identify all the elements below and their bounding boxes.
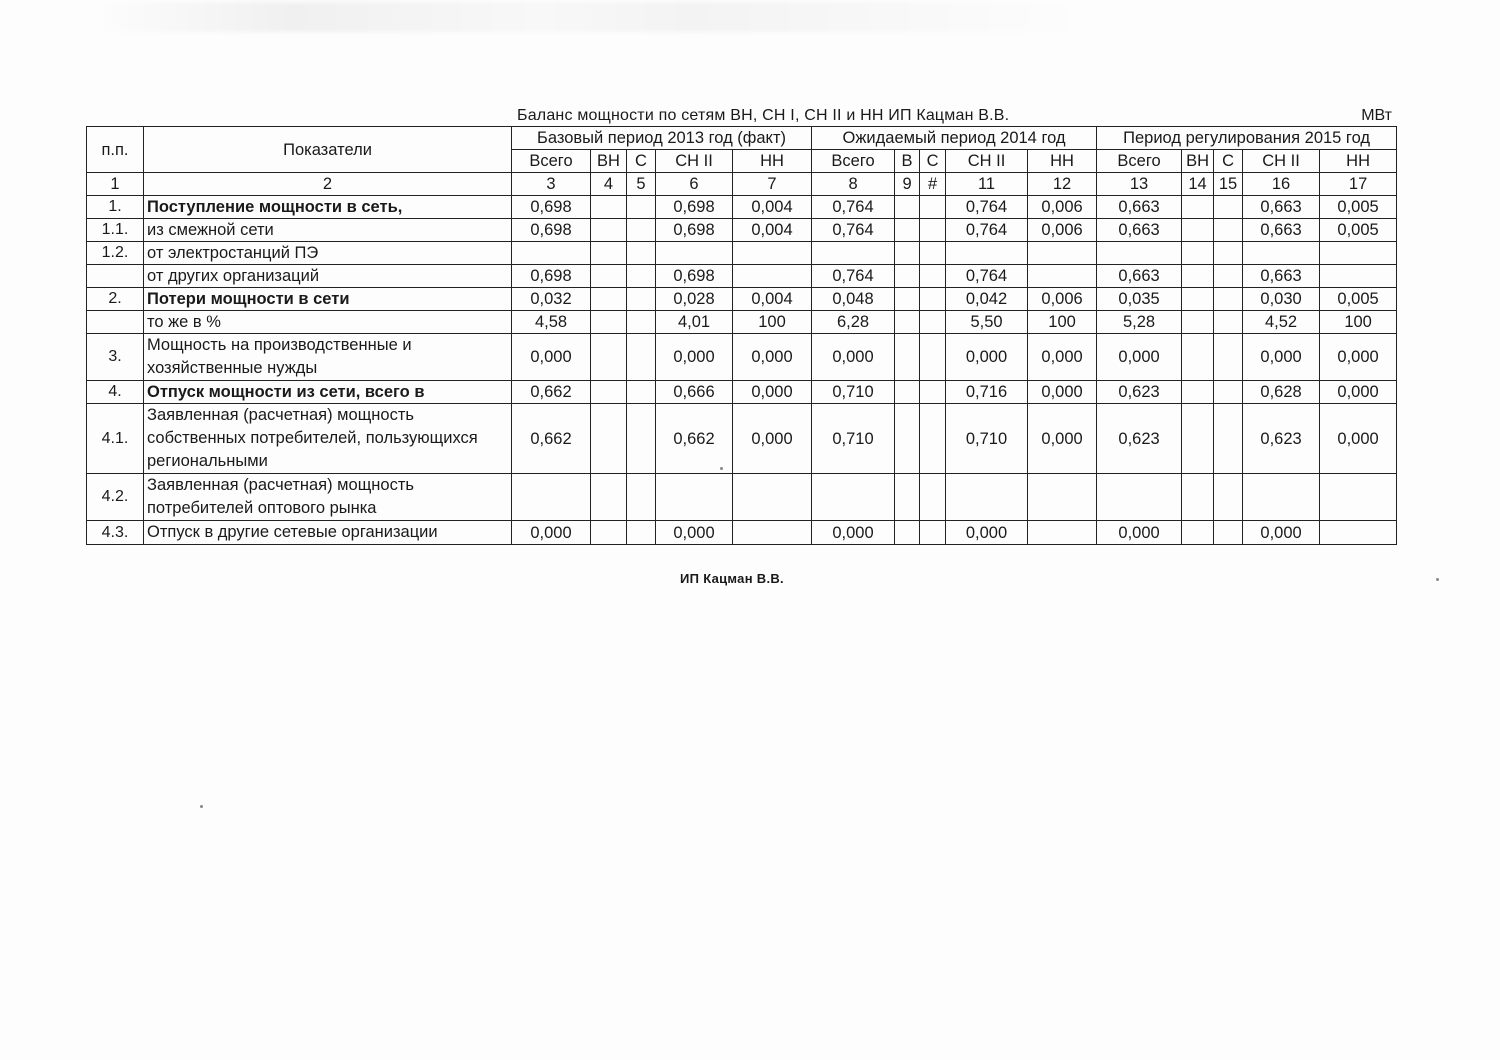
unit-label: МВт xyxy=(1361,107,1392,124)
table-row xyxy=(87,196,1397,219)
value-cell: 0,663 xyxy=(1243,219,1320,242)
header-base-col: СН II xyxy=(656,150,733,173)
value-cell xyxy=(627,474,656,521)
value-cell: 0,662 xyxy=(512,381,591,404)
header-regulation-col: ВН xyxy=(1182,150,1214,173)
value-cell: 100 xyxy=(1028,311,1097,334)
value-cell xyxy=(1214,381,1243,404)
document-title: Баланс мощности по сетям ВН, СН I, СН II и НН ИП Кацман В.В. xyxy=(517,107,1010,124)
column-number: 14 xyxy=(1182,173,1214,196)
value-cell: 0,623 xyxy=(1097,381,1182,404)
value-cell: 0,005 xyxy=(1320,196,1397,219)
value-cell xyxy=(1214,242,1243,265)
value-cell xyxy=(627,311,656,334)
row-label: то же в % xyxy=(144,311,512,334)
header-row-numbers xyxy=(87,173,1397,196)
table-row xyxy=(87,521,1397,545)
value-cell xyxy=(1028,242,1097,265)
value-cell: 0,710 xyxy=(812,404,895,474)
value-cell: 0,048 xyxy=(812,288,895,311)
value-cell xyxy=(1214,219,1243,242)
column-number: 4 xyxy=(591,173,627,196)
header-expected-col: В xyxy=(895,150,920,173)
header-base-col: С xyxy=(627,150,656,173)
row-number: 4.1. xyxy=(87,404,144,474)
value-cell xyxy=(920,288,946,311)
column-number: 9 xyxy=(895,173,920,196)
value-cell xyxy=(627,334,656,381)
value-cell xyxy=(895,474,920,521)
value-cell xyxy=(1028,521,1097,545)
header-regulation-col: Всего xyxy=(1097,150,1182,173)
value-cell xyxy=(1320,521,1397,545)
value-cell xyxy=(1214,474,1243,521)
value-cell xyxy=(895,311,920,334)
header-period-expected: Ожидаемый период 2014 год xyxy=(812,127,1097,150)
value-cell xyxy=(591,474,627,521)
row-number: 3. xyxy=(87,334,144,381)
value-cell: 0,663 xyxy=(1243,196,1320,219)
scan-speck xyxy=(200,805,203,808)
value-cell xyxy=(920,521,946,545)
header-base-col: Всего xyxy=(512,150,591,173)
value-cell xyxy=(1320,474,1397,521)
header-row-periods xyxy=(87,127,1397,150)
value-cell xyxy=(627,219,656,242)
value-cell xyxy=(1182,242,1214,265)
value-cell xyxy=(656,474,733,521)
value-cell xyxy=(895,334,920,381)
value-cell: 0,716 xyxy=(946,381,1028,404)
value-cell xyxy=(591,219,627,242)
value-cell: 0,698 xyxy=(512,196,591,219)
value-cell: 0,000 xyxy=(512,521,591,545)
value-cell: 0,006 xyxy=(1028,196,1097,219)
value-cell: 0,663 xyxy=(1097,219,1182,242)
value-cell xyxy=(1214,196,1243,219)
value-cell: 0,000 xyxy=(1243,521,1320,545)
value-cell: 0,032 xyxy=(512,288,591,311)
value-cell: 0,000 xyxy=(1320,334,1397,381)
value-cell: 6,28 xyxy=(812,311,895,334)
value-cell: 0,623 xyxy=(1097,404,1182,474)
value-cell: 0,764 xyxy=(946,196,1028,219)
value-cell: 0,004 xyxy=(733,219,812,242)
value-cell: 0,000 xyxy=(946,334,1028,381)
column-number: 7 xyxy=(733,173,812,196)
value-cell xyxy=(591,265,627,288)
value-cell: 0,000 xyxy=(512,334,591,381)
table-row xyxy=(87,404,1397,474)
header-regulation-col: НН xyxy=(1320,150,1397,173)
value-cell xyxy=(1214,265,1243,288)
value-cell xyxy=(1097,474,1182,521)
table-row xyxy=(87,219,1397,242)
value-cell: 0,663 xyxy=(1097,196,1182,219)
value-cell xyxy=(1243,474,1320,521)
value-cell: 5,50 xyxy=(946,311,1028,334)
row-label: Потери мощности в сети xyxy=(144,288,512,311)
header-period-base: Базовый период 2013 год (факт) xyxy=(512,127,812,150)
header-base-col: НН xyxy=(733,150,812,173)
value-cell xyxy=(920,242,946,265)
value-cell xyxy=(1214,334,1243,381)
value-cell xyxy=(627,404,656,474)
value-cell xyxy=(1214,311,1243,334)
column-number: 12 xyxy=(1028,173,1097,196)
column-number: # xyxy=(920,173,946,196)
value-cell xyxy=(812,474,895,521)
value-cell xyxy=(627,265,656,288)
value-cell xyxy=(895,242,920,265)
value-cell xyxy=(1182,196,1214,219)
value-cell xyxy=(920,334,946,381)
value-cell: 0,005 xyxy=(1320,219,1397,242)
row-number: 1.2. xyxy=(87,242,144,265)
value-cell xyxy=(1182,311,1214,334)
value-cell xyxy=(627,242,656,265)
value-cell xyxy=(591,196,627,219)
value-cell xyxy=(591,288,627,311)
value-cell: 5,28 xyxy=(1097,311,1182,334)
table-row xyxy=(87,311,1397,334)
value-cell: 4,01 xyxy=(656,311,733,334)
row-number: 1. xyxy=(87,196,144,219)
value-cell xyxy=(920,219,946,242)
row-label: из смежной сети xyxy=(144,219,512,242)
value-cell xyxy=(920,196,946,219)
value-cell xyxy=(627,381,656,404)
value-cell xyxy=(920,311,946,334)
column-number: 11 xyxy=(946,173,1028,196)
value-cell xyxy=(591,404,627,474)
value-cell: 0,663 xyxy=(1243,265,1320,288)
value-cell xyxy=(733,265,812,288)
row-number: 2. xyxy=(87,288,144,311)
value-cell xyxy=(946,242,1028,265)
value-cell xyxy=(1182,288,1214,311)
value-cell xyxy=(920,404,946,474)
value-cell xyxy=(895,265,920,288)
header-indicators: Показатели xyxy=(144,127,512,173)
column-number: 16 xyxy=(1243,173,1320,196)
value-cell: 0,764 xyxy=(812,219,895,242)
value-cell: 0,000 xyxy=(1097,521,1182,545)
value-cell: 0,623 xyxy=(1243,404,1320,474)
value-cell xyxy=(591,242,627,265)
value-cell xyxy=(920,265,946,288)
value-cell xyxy=(1320,265,1397,288)
value-cell: 0,000 xyxy=(733,404,812,474)
header-regulation-col: С xyxy=(1214,150,1243,173)
header-regulation-col: СН II xyxy=(1243,150,1320,173)
column-number: 8 xyxy=(812,173,895,196)
value-cell xyxy=(1214,404,1243,474)
value-cell: 0,710 xyxy=(946,404,1028,474)
scan-speck xyxy=(1436,578,1439,581)
value-cell xyxy=(1182,521,1214,545)
value-cell xyxy=(591,334,627,381)
value-cell: 0,764 xyxy=(946,265,1028,288)
value-cell: 0,698 xyxy=(656,265,733,288)
value-cell: 0,764 xyxy=(946,219,1028,242)
scan-artifact xyxy=(90,2,1090,32)
value-cell xyxy=(812,242,895,265)
row-number xyxy=(87,265,144,288)
value-cell xyxy=(895,288,920,311)
value-cell: 0,000 xyxy=(656,521,733,545)
value-cell: 0,764 xyxy=(812,196,895,219)
value-cell: 0,000 xyxy=(1320,381,1397,404)
column-number: 17 xyxy=(1320,173,1397,196)
header-base-col: ВН xyxy=(591,150,627,173)
column-number: 5 xyxy=(627,173,656,196)
value-cell: 0,628 xyxy=(1243,381,1320,404)
value-cell: 0,000 xyxy=(733,381,812,404)
value-cell: 0,000 xyxy=(1028,404,1097,474)
value-cell: 0,662 xyxy=(656,404,733,474)
value-cell: 0,004 xyxy=(733,288,812,311)
value-cell: 0,000 xyxy=(1028,334,1097,381)
value-cell xyxy=(627,521,656,545)
value-cell: 0,710 xyxy=(812,381,895,404)
row-number: 1.1. xyxy=(87,219,144,242)
value-cell: 0,764 xyxy=(812,265,895,288)
row-number: 4.2. xyxy=(87,474,144,521)
row-label: Заявленная (расчетная) мощность потребителей оптового рынка xyxy=(144,474,512,521)
value-cell xyxy=(733,242,812,265)
value-cell xyxy=(512,474,591,521)
value-cell: 100 xyxy=(1320,311,1397,334)
value-cell xyxy=(591,521,627,545)
header-pp: п.п. xyxy=(87,127,144,173)
value-cell: 0,028 xyxy=(656,288,733,311)
value-cell: 0,000 xyxy=(733,334,812,381)
value-cell xyxy=(895,521,920,545)
value-cell xyxy=(1028,265,1097,288)
header-period-regulation: Период регулирования 2015 год xyxy=(1097,127,1397,150)
value-cell xyxy=(733,474,812,521)
power-balance-table xyxy=(86,126,1397,545)
value-cell: 0,000 xyxy=(812,521,895,545)
table-row xyxy=(87,334,1397,381)
value-cell: 0,000 xyxy=(946,521,1028,545)
header-expected-col: НН xyxy=(1028,150,1097,173)
value-cell: 0,000 xyxy=(656,334,733,381)
value-cell xyxy=(946,474,1028,521)
header-expected-col: СН II xyxy=(946,150,1028,173)
value-cell: 0,698 xyxy=(512,265,591,288)
row-label: Заявленная (расчетная) мощность собственных потребителей, пользующихся региональными xyxy=(144,404,512,474)
value-cell xyxy=(591,381,627,404)
value-cell xyxy=(920,474,946,521)
scan-speck xyxy=(720,467,723,470)
row-label: от электростанций ПЭ xyxy=(144,242,512,265)
value-cell xyxy=(1214,521,1243,545)
value-cell xyxy=(512,242,591,265)
value-cell: 0,000 xyxy=(1320,404,1397,474)
value-cell: 0,698 xyxy=(656,196,733,219)
column-number: 3 xyxy=(512,173,591,196)
header-expected-col: Всего xyxy=(812,150,895,173)
value-cell xyxy=(1182,474,1214,521)
column-number: 6 xyxy=(656,173,733,196)
column-number: 13 xyxy=(1097,173,1182,196)
row-number: 4. xyxy=(87,381,144,404)
value-cell xyxy=(1097,242,1182,265)
value-cell: 0,000 xyxy=(812,334,895,381)
row-label: Мощность на производственные и хозяйственные нужды xyxy=(144,334,512,381)
value-cell xyxy=(627,288,656,311)
value-cell xyxy=(1182,265,1214,288)
table-row xyxy=(87,474,1397,521)
column-number: 15 xyxy=(1214,173,1243,196)
column-number: 2 xyxy=(144,173,512,196)
value-cell xyxy=(1182,334,1214,381)
value-cell: 0,663 xyxy=(1097,265,1182,288)
value-cell: 0,698 xyxy=(656,219,733,242)
value-cell xyxy=(895,404,920,474)
footer-signature: ИП Кацман В.В. xyxy=(680,571,784,586)
row-number: 4.3. xyxy=(87,521,144,545)
value-cell: 0,006 xyxy=(1028,288,1097,311)
header-expected-col: С xyxy=(920,150,946,173)
value-cell xyxy=(1214,288,1243,311)
value-cell: 0,000 xyxy=(1243,334,1320,381)
value-cell xyxy=(895,196,920,219)
value-cell: 4,52 xyxy=(1243,311,1320,334)
value-cell: 0,030 xyxy=(1243,288,1320,311)
table-row xyxy=(87,381,1397,404)
row-number xyxy=(87,311,144,334)
column-number: 1 xyxy=(87,173,144,196)
value-cell xyxy=(627,196,656,219)
value-cell xyxy=(591,311,627,334)
value-cell: 4,58 xyxy=(512,311,591,334)
value-cell xyxy=(895,381,920,404)
row-label: Отпуск в другие сетевые организации xyxy=(144,521,512,545)
value-cell: 0,005 xyxy=(1320,288,1397,311)
value-cell: 0,042 xyxy=(946,288,1028,311)
value-cell: 100 xyxy=(733,311,812,334)
value-cell: 0,000 xyxy=(1028,381,1097,404)
value-cell xyxy=(1182,381,1214,404)
value-cell xyxy=(1182,404,1214,474)
value-cell: 0,006 xyxy=(1028,219,1097,242)
value-cell xyxy=(1243,242,1320,265)
row-label: от других организаций xyxy=(144,265,512,288)
row-label: Отпуск мощности из сети, всего в xyxy=(144,381,512,404)
value-cell xyxy=(1028,474,1097,521)
value-cell: 0,000 xyxy=(1097,334,1182,381)
value-cell xyxy=(733,521,812,545)
value-cell xyxy=(1182,219,1214,242)
value-cell: 0,662 xyxy=(512,404,591,474)
row-label: Поступление мощности в сеть, xyxy=(144,196,512,219)
value-cell: 0,004 xyxy=(733,196,812,219)
value-cell xyxy=(1320,242,1397,265)
value-cell xyxy=(920,381,946,404)
value-cell: 0,666 xyxy=(656,381,733,404)
table-row xyxy=(87,242,1397,265)
table-row xyxy=(87,288,1397,311)
value-cell xyxy=(656,242,733,265)
value-cell: 0,035 xyxy=(1097,288,1182,311)
value-cell xyxy=(895,219,920,242)
value-cell: 0,698 xyxy=(512,219,591,242)
table-row xyxy=(87,265,1397,288)
